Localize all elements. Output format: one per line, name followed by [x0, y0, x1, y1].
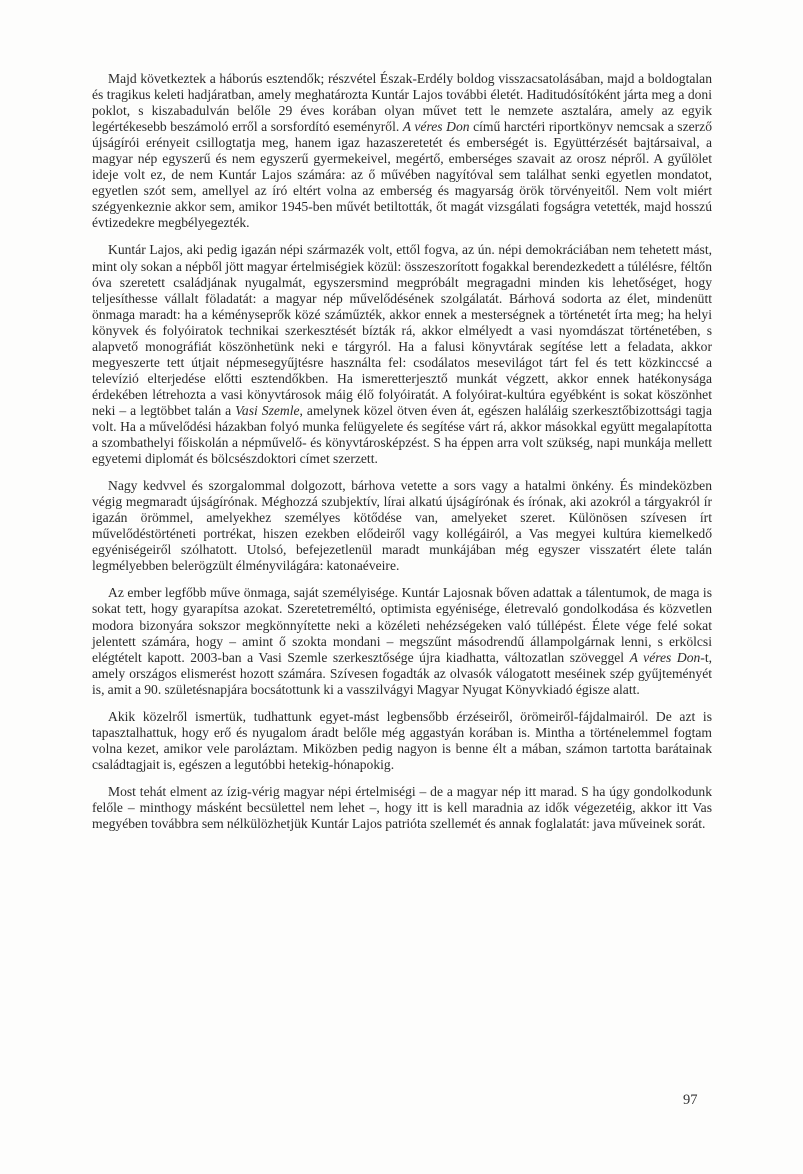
book-title-italic: A véres Don [629, 649, 701, 665]
text-run: című harctéri riportkönyv nemcsak a szerző újságírói erényeit csillogtatja meg, hanem igaz hazaszeretetét és emberségét is. Együttérzését bajtársaival, a magyar nép egyszerű és nem egyszerű gyermekeivel, megértő, emberséges szavait az orosz népről. A gyűlölet ideje volt ez, de nem Kuntár Lajos számára: az ő művében nagyítóval sem találhat senki egyetlen mondatot, egyetlen szót sem, amellyel az író eltért volna az emberség és magyarság örök törvényeitől. Nem volt miért szégyenkeznie akkor sem, amikor 1945-ben művét betiltották, őt magát vizsgálati fogságra vetették, majd hosszú évtizedekre megbélyegezték. [92, 119, 713, 231]
journal-title-italic: Vasi Szemle [235, 402, 300, 418]
text-run: -t, amely országos elismerést hozott számára. Szívesen fogadták az olvasók válogatott meséinek szép gyűjteményét is, amit a 90. születésnapjára bocsátottunk ki a vasszilvágyi Magyar Nyugat Könyvkiadó égisze alatt. [92, 649, 712, 697]
paragraph-2 [92, 242, 712, 467]
paragraph-3 [92, 478, 712, 574]
paragraph-6 [92, 784, 712, 832]
text-run: Kuntár Lajos, aki pedig igazán népi származék volt, ettől fogva, az ún. népi demokráciában nem tehetett mást, mint oly sokan a népből jött magyar értelmiségiek közül: összeszorított fogakkal berendezkedett a túlélésre, féltőn óva szeretett családjának nyugalmát, egyszersmind megpróbált megragadni minden kis lehetőséget, hogy teljesíthesse vállalt föladatát: a magyar nép művelődésének szolgálatát. Bárhová sodorta az élet, mindenütt önmaga maradt: ha a kéményseprők közé száműzték, akkor ennek a mesterségnek a történetét írta meg; ha helyi könyvek és folyóiratok technikai szerkesztését bízták rá, akkor elmélyedt a vasi nyomdászat történetében, s alapvető monográfiát köszönhetünk neki e tárgyról. Ha a falusi könyvtárak segítése lett a feladata, akkor megyeszerte tett útjait népmesegyűjtésre használta fel: csodálatos mesevilágot tárt fel és tett közkinccsé a televízió elterjedése előtti esztendőkben. Ha ismeretterjesztő munkát végzett, akkor ennek hatékonysága érdekében létrehozta a vasi könyvtárosok máig élő folyóiratát. A folyóirat-kultúra egyébként is sokat köszönhet neki – a legtöbbet talán a [92, 242, 712, 418]
text-run: , amelynek közel ötven éven át, egészen haláláig szerkesztőbizottsági tagja volt. Ha a művelődési házakban folyó munka felügyelete és segítése várt rá, akkor másokkal együtt megalapította a szombathelyi főiskolán a népművelő- és könyvtárosképzést. S ha éppen arra volt szükség, napi munkája mellett egyetemi diplomát és bölcsészdoktori címet szerzett. [92, 402, 712, 467]
paragraph-1 [92, 71, 712, 231]
text-run: Most tehát elment az ízig-vérig magyar népi értelmiségi – de a magyar nép itt marad. S ha úgy gondolkodunk felőle – minthogy másként becsülettel nem lehet –, hogy itt is kell maradnia az idők végezetéig, akkor itt Vas megyében továbbra sem nélkülözhetjük Kuntár Lajos patrióta szellemét és annak foglalatát: java műveinek sorát. [92, 783, 712, 832]
text-run: Az ember legfőbb műve önmaga, saját személyisége. Kuntár Lajosnak bőven adattak a tálentumok, de maga is sokat tett, hogy gyarapítsa azokat. Szeretetreméltó, optimista egyénisége, életrevaló gondolkodása és közvetlen modora bizonyára sokszor megkönnyítette neki a közéleti nehézségeken való túllépést. Élete vége felé sokat jelentett számára, hogy – amint ő szokta mondani – megszűnt másodrendű állampolgárnak lenni, s erkölcsi elégtételt kapott. 2003-ban a Vasi Szemle szerkesztősége újra kiadhatta, változatlan szöveggel [92, 585, 712, 665]
text-run: Akik közelről ismertük, tudhattunk egyet-mást legbensőbb érzéseiről, örömeiről-fájdalmairól. De azt is tapasztalhattuk, hogy erő és nyugalom áradt belőle még aggastyán korában is. Mintha a történelemmel fogtam volna kezet, amikor vele paroláztam. Miközben pedig nagyon is benne élt a mában, számon tartotta barátainak családtagjait is, egészen a legutóbbi hetekig-hónapokig. [92, 708, 712, 772]
body-text [92, 71, 712, 843]
paragraph-5 [92, 709, 712, 773]
text-run: Nagy kedvvel és szorgalommal dolgozott, bárhova vetette a sors vagy a hatalmi önkény. És mindeközben végig megmaradt újságírónak. Méghozzá szubjektív, lírai alkatú újságírónak és írónak, aki azokról a tárgyakról ír igazán örömmel, amelyekhez személyes kötődése van, amelyeket szeret. Különösen szívesen írt művelődéstörténeti portrékat, hiszen ezekben elődeiről vagy kollégáiról, a Vas megyei kultúra kiemelkedő egyéniségeiről szólhatott. Utolsó, befejezetlenül maradt munkájában még egyszer visszatért élete talán legmélyebben belerögzült élményvilágára: katonaéveire. [92, 478, 712, 574]
paragraph-4 [92, 585, 712, 697]
text-run: Majd következtek a háborús esztendők; részvétel Észak-Erdély boldog visszacsatolásában, majd a boldogtalan és tragikus keleti hadjáratban, amely meghatározta Kuntár Lajos további életét. Haditudósítóként járta meg a doni poklot, s kiszabadulván belőle 29 éves korában olyan művet tett le nemzete asztalára, amely az egyik legértékesebb beszámoló erről a sorsfordító eseményről. [92, 71, 712, 135]
book-title-italic: A véres Don [402, 119, 470, 135]
page-number: 97 [683, 1092, 698, 1108]
